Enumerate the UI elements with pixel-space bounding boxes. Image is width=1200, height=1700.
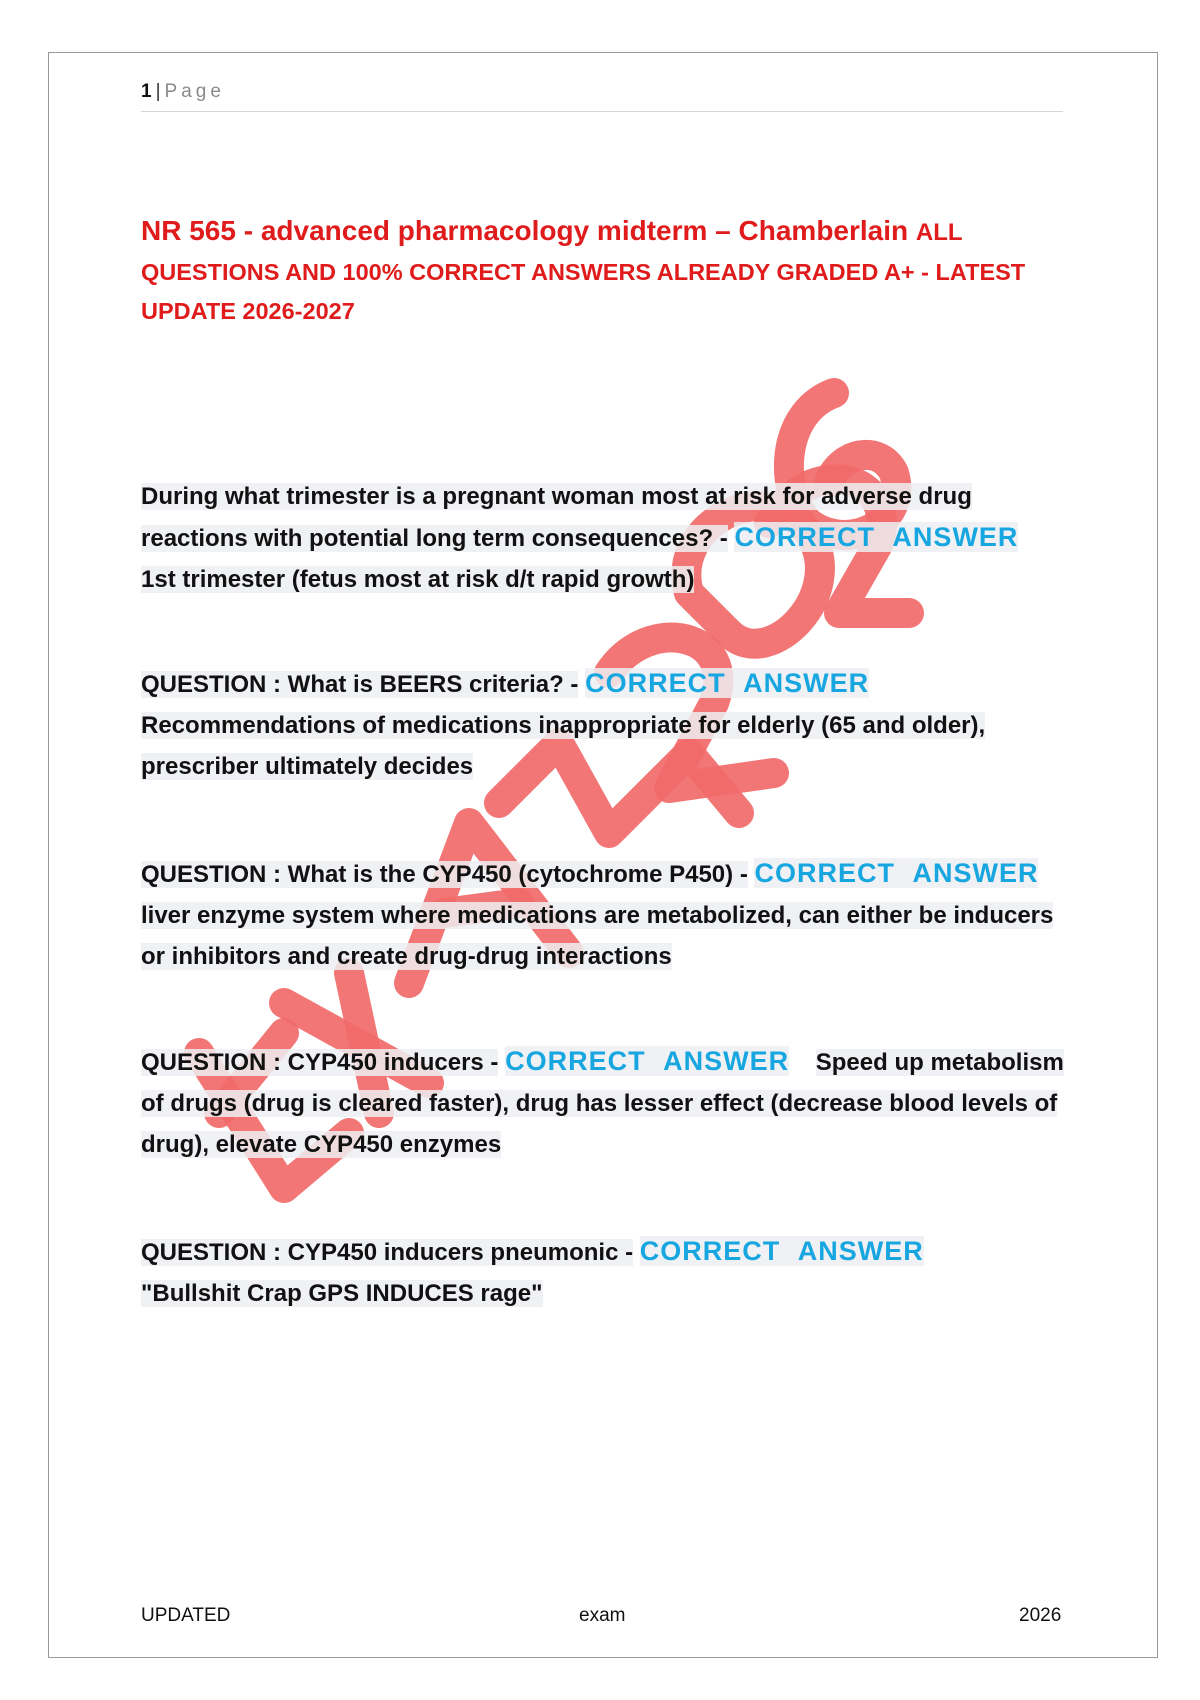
title-line-1: NR 565 - advanced pharmacology midterm – Chamberlain [141,215,909,246]
qa-item [141,853,1081,977]
page-number: 1 [141,81,152,102]
answer-text: 1st trimester (fetus most at risk d/t rapid growth) [141,566,695,593]
answer-text: Recommendations of medications inappropriate for elderly (65 and older), prescriber ultimately decides [141,712,986,780]
question-text: QUESTION : What is the CYP450 (cytochrome P450) - [141,861,748,888]
question-text: QUESTION : CYP450 inducers pneumonic - [141,1239,634,1266]
page-header [141,81,1063,112]
title-line-1-tail: ALL [915,219,963,246]
correct-answer-label: CORRECT ANSWER [505,1046,790,1076]
question-text: During what trimester is a pregnant woman most at risk for adverse drug reactions with potential long term consequences? - [141,483,972,552]
qa-item [141,663,1081,787]
qa-item [141,1231,1081,1314]
question-text: QUESTION : CYP450 inducers - [141,1049,499,1076]
qa-item [141,1041,1081,1165]
footer-center: exam [579,1605,626,1626]
qa-item [141,476,1081,600]
title-line-3: UPDATE 2026-2027 [141,298,355,324]
question-text: QUESTION : What is BEERS criteria? - [141,671,579,698]
footer-right: 2026 [1019,1605,1062,1626]
correct-answer-label: CORRECT ANSWER [585,668,870,698]
correct-answer-label: CORRECT ANSWER [639,1236,924,1266]
title-line-2: QUESTIONS AND 100% CORRECT ANSWERS ALREADY GRADED A+ - LATEST [141,259,1026,285]
answer-text: "Bullshit Crap GPS INDUCES rage" [141,1280,543,1307]
document-title [141,211,1041,331]
footer-left: UPDATED [141,1605,231,1626]
answer-text: Speed up metabolism of drugs (drug is cleared faster), drug has lesser effect (decrease blood levels of drug), elevate CYP450 enzymes [141,1049,1064,1158]
correct-answer-label: CORRECT ANSWER [754,858,1039,888]
answer-text: liver enzyme system where medications are metabolized, can either be inducers or inhibitors and create drug-drug interactions [141,902,1054,970]
header-separator: | [155,81,161,102]
page-word: Page [164,81,225,102]
document-page [48,52,1158,1658]
correct-answer-label: CORRECT ANSWER [734,522,1019,552]
